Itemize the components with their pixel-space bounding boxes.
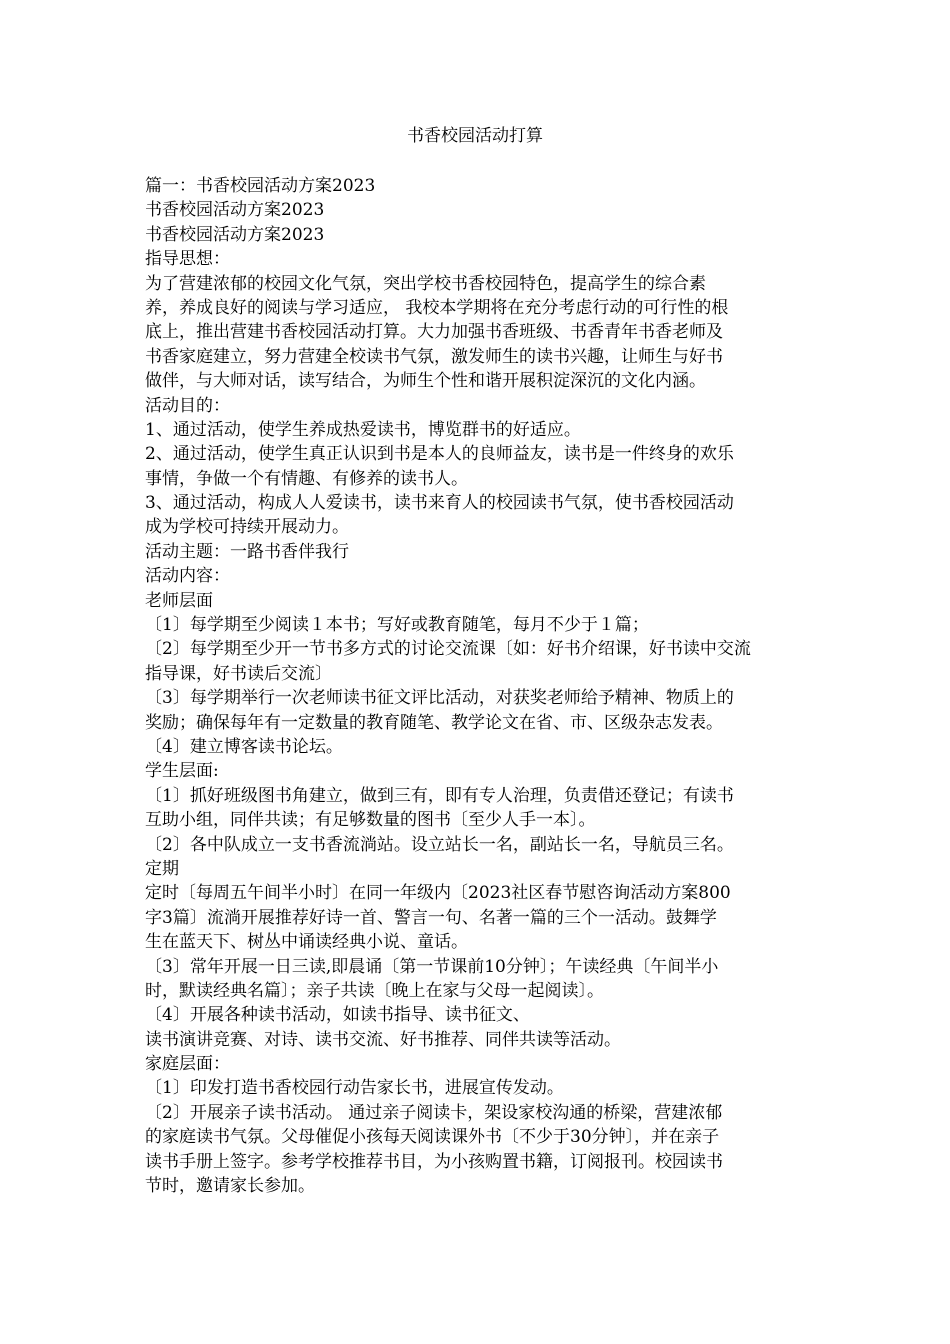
body-line: 〔3〕每学期举行一次老师读书征文评比活动，对获奖老师给予精神、物质上的 xyxy=(145,688,734,709)
body-line: 书香校园活动方案2023 xyxy=(145,224,325,245)
body-line: 的家庭读书气氛。父母催促小孩每天阅读课外书〔不少于30分钟〕，并在亲子 xyxy=(145,1127,720,1148)
body-line: 活动主题：一路书香伴我行 xyxy=(145,541,349,562)
body-line: 〔4〕开展各种读书活动，如读书指导、读书征文、 xyxy=(145,1005,530,1026)
body-line: 2、通过活动，使学生真正认识到书是本人的良师益友，读书是一件终身的欢乐 xyxy=(145,444,734,465)
body-line: 养，养成良好的阅读与学习适应， 我校本学期将在充分考虑行动的可行性的根 xyxy=(145,297,729,318)
body-line: 互助小组，同伴共读；有足够数量的图书〔至少人手一本〕。 xyxy=(145,810,596,831)
body-line: 事情，争做一个有情趣、有修养的读书人。 xyxy=(145,468,468,489)
body-line: 底上，推出营建书香校园活动打算。大力加强书香班级、书香青年书香老师及 xyxy=(145,322,723,343)
body-line: 书香校园活动方案2023 xyxy=(145,200,325,221)
body-line: 读书手册上签字。参考学校推荐书目，为小孩购置书籍，订阅报刊。校园读书 xyxy=(145,1151,723,1172)
body-line: 〔2〕每学期至少开一节书多方式的讨论交流课〔如：好书介绍课，好书读中交流 xyxy=(145,639,751,660)
body-line: 指导思想： xyxy=(145,249,230,270)
body-line: 3、通过活动，构成人人爱读书，读书来育人的校园读书气氛，使书香校园活动 xyxy=(145,493,734,514)
body-line: 〔3〕常年开展一日三读,即晨诵〔第一节课前10分钟〕；午读经典〔午间半小 xyxy=(145,956,719,977)
body-line: 定时〔每周五午间半小时〕在同一年级内〔2023社区春节慰咨询活动方案800 xyxy=(145,883,731,904)
body-line: 生在蓝天下、树丛中诵读经典小说、童话。 xyxy=(145,932,468,953)
body-line: 读书演讲竞赛、对诗、读书交流、好书推荐、同伴共读等活动。 xyxy=(145,1029,621,1050)
body-line: 节时，邀请家长参加。 xyxy=(145,1176,315,1197)
body-line: 奖励；确保每年有一定数量的教育随笔、教学论文在省、市、区级杂志发表。 xyxy=(145,712,723,733)
body-line: 活动内容： xyxy=(145,566,230,587)
body-line: 指导课，好书读后交流〕 xyxy=(145,663,332,684)
body-line: 〔2〕各中队成立一支书香流淌站。设立站长一名，副站长一名，导航员三名。 xyxy=(145,834,734,855)
body-line: 〔4〕建立博客读书论坛。 xyxy=(145,736,343,757)
body-line: 做伴，与大师对话，读写结合，为师生个性和谐开展积淀深沉的文化内涵。 xyxy=(145,371,706,392)
body-line: 字3篇〕流淌开展推荐好诗一首、警言一句、名著一篇的三个一活动。鼓舞学 xyxy=(145,907,717,928)
body-line: 〔2〕开展亲子读书活动。 通过亲子阅读卡，架设家校沟通的桥梁，营建浓郁 xyxy=(145,1102,723,1123)
body-line: 成为学校可持续开展动力。 xyxy=(145,517,349,538)
body-line: 学生层面: xyxy=(145,761,219,782)
body-line: 家庭层面： xyxy=(145,1054,230,1075)
body-line: 〔1〕印发打造书香校园行动告家长书，进展宣传发动。 xyxy=(145,1078,564,1099)
body-line: 〔1〕每学期至少阅读１本书；写好或教育随笔，每月不少于１篇； xyxy=(145,615,649,636)
document-title: 书香校园活动打算 xyxy=(407,126,543,146)
body-line: 时，默读经典名篇〕；亲子共读〔晚上在家与父母一起阅读〕。 xyxy=(145,980,604,1001)
body-line: 〔1〕抓好班级图书角建立，做到三有，即有专人治理，负责借还登记；有读书 xyxy=(145,785,734,806)
body-line: 1、通过活动，使学生养成热爱读书，博览群书的好适应。 xyxy=(145,419,581,440)
body-line: 定期 xyxy=(145,858,179,879)
body-line: 老师层面 xyxy=(145,590,213,611)
body-line: 篇一：书香校园活动方案2023 xyxy=(145,176,376,196)
body-line: 书香家庭建立，努力营建全校读书气氛，激发师生的读书兴趣，让师生与好书 xyxy=(145,346,723,367)
body-line: 活动目的： xyxy=(145,395,230,416)
body-line: 为了营建浓郁的校园文化气氛，突出学校书香校园特色，提高学生的综合素 xyxy=(145,273,706,294)
document-body xyxy=(145,174,810,1198)
